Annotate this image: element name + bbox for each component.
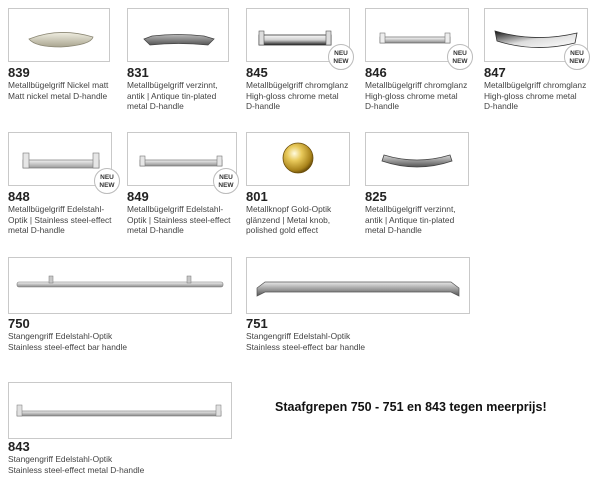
product-code: 846	[365, 65, 387, 80]
product-description: Metallbügelgriff chromglanz High-gloss chrome metal D-handle	[365, 80, 468, 111]
product-code: 825	[365, 189, 387, 204]
product-image-frame	[246, 257, 470, 314]
product-description: Metallbügelgriff Edelstahl- Optik | Stainless steel-effect metal D-handle	[127, 204, 231, 235]
product-code: 849	[127, 189, 149, 204]
product-image-frame	[365, 132, 469, 186]
new-badge: NEU NEW	[447, 44, 473, 70]
product-card-801	[246, 132, 352, 247]
product-description: Metallbügelgriff Nickel matt Matt nickel metal D-handle	[8, 80, 109, 101]
product-card-751	[246, 257, 471, 357]
bar-handle-750-icon	[9, 258, 231, 313]
product-code: 831	[127, 65, 149, 80]
product-code: 751	[246, 316, 268, 331]
product-description: Metallbügelgriff Edelstahl- Optik | Stainless steel-effect metal D-handle	[8, 204, 112, 235]
product-code: 848	[8, 189, 30, 204]
product-image-frame	[8, 382, 232, 439]
product-card-846	[365, 8, 471, 123]
product-card-848	[8, 132, 118, 247]
new-badge: NEU NEW	[564, 44, 590, 70]
knob-801-icon	[247, 133, 349, 185]
new-badge: NEU NEW	[94, 168, 120, 194]
product-code: 750	[8, 316, 30, 331]
product-card-847	[484, 8, 590, 123]
product-card-825	[365, 132, 471, 247]
product-card-750	[8, 257, 233, 357]
new-badge: NEU NEW	[213, 168, 239, 194]
product-code: 801	[246, 189, 268, 204]
handle-839-icon	[9, 9, 109, 61]
product-image-frame	[8, 8, 110, 62]
product-description: Metallbügelgriff chromglanz High-gloss chrome metal D-handle	[246, 80, 349, 111]
product-card-849	[127, 132, 237, 247]
product-code: 847	[484, 65, 506, 80]
product-card-843	[8, 382, 233, 482]
product-description: Stangengriff Edelstahl-Optik Stainless steel-effect metal D-handle	[8, 454, 145, 475]
product-code: 839	[8, 65, 30, 80]
product-description: Metallbügelgriff chromglanz High-gloss chrome metal D-handle	[484, 80, 587, 111]
product-card-831	[127, 8, 229, 123]
handle-825-icon	[366, 133, 468, 185]
product-code: 845	[246, 65, 268, 80]
handle-831-icon	[128, 9, 228, 61]
product-description: Metallbügelgriff verzinnt, antik | Antique tin-plated metal D-handle	[127, 80, 218, 111]
promo-text: Staafgrepen 750 - 751 en 843 tegen meerprijs!	[275, 400, 547, 414]
product-code: 843	[8, 439, 30, 454]
product-description: Stangengriff Edelstahl-Optik Stainless steel-effect bar handle	[8, 331, 128, 352]
product-description: Metallknopf Gold-Optik glänzend | Metal knob, polished gold effect	[246, 204, 332, 235]
new-badge: NEU NEW	[328, 44, 354, 70]
product-image-frame	[8, 257, 232, 314]
product-image-frame	[246, 132, 350, 186]
product-description: Stangengriff Edelstahl-Optik Stainless steel-effect bar handle	[246, 331, 366, 352]
product-card-839	[8, 8, 110, 123]
bar-handle-751-icon	[247, 258, 469, 313]
product-image-frame	[127, 8, 229, 62]
handle-843-icon	[9, 383, 231, 438]
product-description: Metallbügelgriff verzinnt, antik | Antique tin-plated metal D-handle	[365, 204, 456, 235]
product-card-845	[246, 8, 352, 123]
